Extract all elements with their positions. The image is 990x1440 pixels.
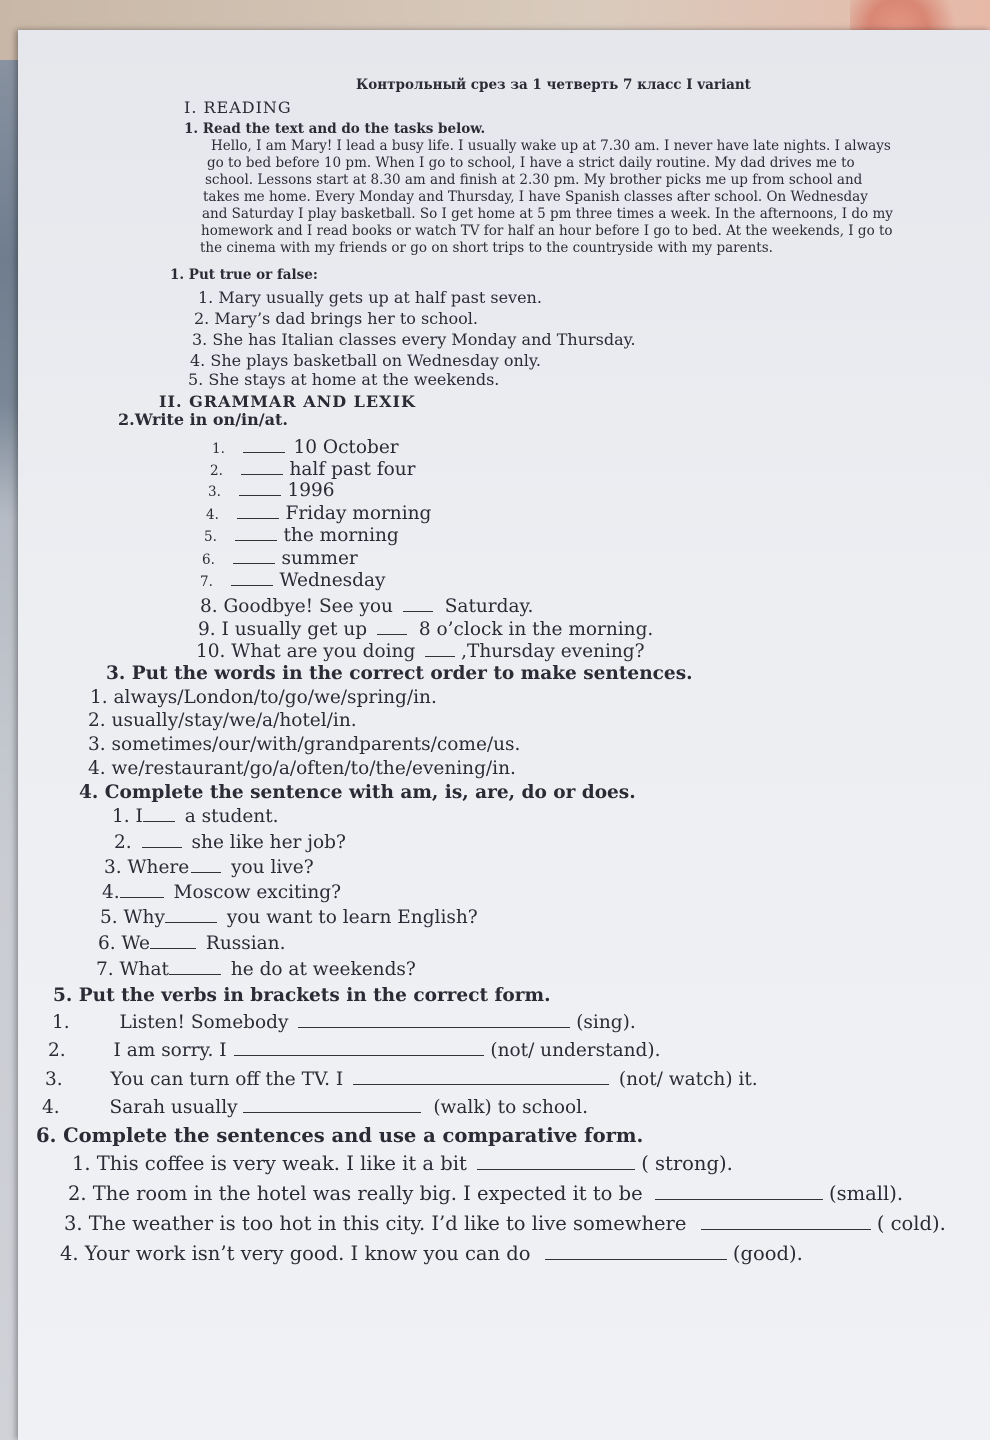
item-start: 4. — [102, 882, 120, 903]
item-start: Listen! Somebody — [119, 1012, 289, 1033]
answer-blank[interactable] — [241, 462, 283, 475]
task6-item — [72, 1152, 733, 1176]
task4-title — [79, 782, 636, 804]
item-text: Wednesday — [279, 570, 386, 591]
item-end: (not/ understand). — [490, 1040, 661, 1061]
task4-item — [98, 933, 285, 955]
tf-item: 4. She plays basketball on Wednesday only. — [190, 351, 541, 370]
task4-item — [104, 857, 314, 879]
item-number: 1. — [52, 1012, 70, 1033]
task2-sentence — [198, 619, 653, 641]
sentence-start: 10. What are you doing — [196, 641, 416, 662]
item-start: 5. Why — [100, 907, 165, 928]
answer-blank[interactable] — [701, 1217, 871, 1230]
answer-blank[interactable] — [298, 1015, 570, 1028]
item-text: the morning — [283, 525, 399, 546]
task2-item — [212, 437, 399, 459]
answer-blank[interactable] — [234, 1043, 484, 1056]
task4-item — [102, 882, 341, 904]
tf-title: 1. Put true or false: — [170, 267, 318, 283]
task3-title: 3. Put the words in the correct order to make sentences. — [106, 663, 693, 684]
task6-item — [68, 1182, 903, 1206]
answer-blank[interactable] — [231, 573, 273, 586]
answer-blank[interactable] — [169, 962, 221, 975]
reading-task-title: 1. Read the text and do the tasks below. — [184, 121, 486, 137]
tf-item: 3. She has Italian classes every Monday and Thursday. — [192, 330, 636, 349]
answer-blank[interactable] — [237, 506, 279, 519]
item-number: 3. — [208, 484, 221, 500]
item-number: 6. — [202, 552, 215, 568]
task3-item: 4. we/restaurant/go/a/often/to/the/evening/in. — [88, 758, 516, 779]
answer-blank[interactable] — [142, 835, 182, 848]
item-start: 2. — [114, 832, 132, 853]
item-start: 7. What — [96, 959, 169, 980]
item-end: ( strong). — [641, 1152, 733, 1175]
item-start: Sarah usually — [109, 1097, 238, 1118]
item-number: 2. — [48, 1040, 66, 1061]
item-end: you want to learn English? — [226, 907, 478, 928]
item-number: 1. — [212, 441, 225, 457]
task3-item: 1. always/London/to/go/we/spring/in. — [90, 687, 437, 708]
item-end: (small). — [829, 1182, 904, 1205]
section-grammar: II. GRAMMAR AND LEXIK — [159, 392, 416, 411]
task6-item — [60, 1242, 803, 1266]
item-end: (not/ watch) it. — [618, 1069, 758, 1090]
item-end: (sing). — [576, 1012, 636, 1033]
reading-line: takes me home. Every Monday and Thursday, I have Spanish classes after school. On Wednesday — [203, 189, 868, 205]
task3-item: 3. sometimes/our/with/grandparents/come/us. — [88, 734, 521, 755]
answer-blank[interactable] — [243, 1100, 421, 1113]
task4-item — [100, 907, 478, 929]
item-end: (walk) to school. — [433, 1097, 588, 1118]
answer-blank[interactable] — [233, 551, 275, 564]
item-start: 6. We — [98, 933, 150, 954]
task6-title: 6. Complete the sentences and use a comparative form. — [36, 1124, 644, 1147]
sentence-end: Saturday. — [444, 596, 534, 617]
sentence-start: 8. Goodbye! See you — [200, 596, 393, 617]
item-number: 3. — [45, 1069, 63, 1090]
sentence-end: ,Thursday evening? — [461, 641, 645, 662]
task5-item — [48, 1040, 660, 1062]
task2-sentence — [196, 641, 645, 663]
answer-blank[interactable] — [120, 885, 164, 898]
item-start: 3. Where — [104, 857, 190, 878]
item-text: 1996 — [287, 480, 335, 501]
task2-item — [208, 480, 335, 502]
item-start: 1. I — [112, 806, 143, 827]
item-end: he do at weekends? — [230, 959, 416, 980]
item-number: 5. — [204, 529, 217, 545]
item-end: a student. — [184, 806, 279, 827]
reading-line: the cinema with my friends or go on short trips to the countryside with my parents. — [200, 240, 773, 256]
item-number: 4. — [206, 507, 219, 523]
item-text: half past four — [289, 459, 416, 480]
task6-item — [64, 1212, 946, 1236]
task2-item — [202, 548, 358, 570]
reading-line: go to bed before 10 pm. When I go to school, I have a strict daily routine. My dad drives me to — [207, 155, 855, 171]
item-start: 3. The weather is too hot in this city. I’d like to live somewhere — [64, 1212, 687, 1235]
task4-item — [96, 959, 416, 981]
answer-blank[interactable] — [545, 1247, 727, 1260]
item-start: You can turn off the TV. I — [110, 1069, 344, 1090]
task2-sentence — [200, 596, 533, 618]
answer-blank[interactable] — [143, 809, 175, 822]
item-text: Friday morning — [285, 503, 432, 524]
task3-item: 2. usually/stay/we/a/hotel/in. — [88, 710, 357, 731]
section-reading: I. READING — [184, 98, 292, 117]
task5-title: 5. Put the verbs in brackets in the correct form. — [53, 985, 551, 1006]
item-end: she like her job? — [191, 832, 346, 853]
answer-blank[interactable] — [150, 936, 196, 949]
answer-blank[interactable] — [243, 440, 285, 453]
task2-item — [210, 459, 416, 481]
item-start: I am sorry. I — [113, 1040, 227, 1061]
item-number: 2. — [210, 463, 223, 479]
task5-item — [45, 1069, 758, 1091]
reading-line: school. Lessons start at 8.30 am and finish at 2.30 pm. My brother picks me up from school and — [205, 172, 863, 188]
reading-line: Hello, I am Mary! I lead a busy life. I usually wake up at 7.30 am. I never have late nights. I always — [211, 138, 891, 154]
task2-item — [206, 503, 431, 525]
item-text: summer — [281, 548, 358, 569]
tf-item: 5. She stays at home at the weekends. — [188, 370, 500, 389]
answer-blank[interactable] — [353, 1072, 609, 1085]
sentence-start: 9. I usually get up — [198, 619, 368, 640]
task5-item — [42, 1097, 588, 1119]
item-end: you live? — [231, 857, 314, 878]
sentence-end: 8 o’clock in the morning. — [418, 619, 654, 640]
answer-blank[interactable] — [165, 910, 217, 923]
item-end: Moscow exciting? — [173, 882, 342, 903]
task4-item — [114, 832, 346, 854]
item-text: 10 October — [293, 437, 399, 458]
answer-blank[interactable] — [377, 622, 407, 635]
document-title: Контрольный срез за 1 четверть 7 класс I variant — [356, 77, 751, 93]
reading-line: and Saturday I play basketball. So I get home at 5 pm three times a week. In the afternoons, I do my — [202, 206, 893, 222]
tf-item: 2. Mary’s dad brings her to school. — [194, 309, 478, 328]
task4-title-text: 4. Complete the sentence with am, is, are, do or does. — [79, 782, 636, 803]
answer-blank[interactable] — [403, 599, 433, 612]
item-start: 4. Your work isn’t very good. I know you can do — [60, 1242, 531, 1265]
task5-item — [52, 1012, 636, 1034]
answer-blank[interactable] — [655, 1187, 823, 1200]
item-number: 7. — [200, 574, 213, 590]
answer-blank[interactable] — [477, 1157, 635, 1170]
reading-line: homework and I read books or watch TV for half an hour before I go to bed. At the weekends, I go to — [201, 223, 893, 239]
item-start: 2. The room in the hotel was really big. I expected it to be — [68, 1182, 643, 1205]
answer-blank[interactable] — [191, 860, 221, 873]
item-number: 4. — [42, 1097, 60, 1118]
answer-blank[interactable] — [235, 528, 277, 541]
task4-item — [112, 806, 279, 828]
task2-item — [200, 570, 385, 592]
answer-blank[interactable] — [239, 483, 281, 496]
item-end: (good). — [732, 1242, 803, 1265]
answer-blank[interactable] — [425, 644, 455, 657]
item-end: Russian. — [205, 933, 286, 954]
task2-item — [204, 525, 399, 547]
item-end: ( cold). — [876, 1212, 946, 1235]
tf-item: 1. Mary usually gets up at half past seven. — [198, 288, 542, 307]
item-start: 1. This coffee is very weak. I like it a bit — [72, 1152, 467, 1175]
task2-title: 2.Write in on/in/at. — [118, 410, 288, 429]
